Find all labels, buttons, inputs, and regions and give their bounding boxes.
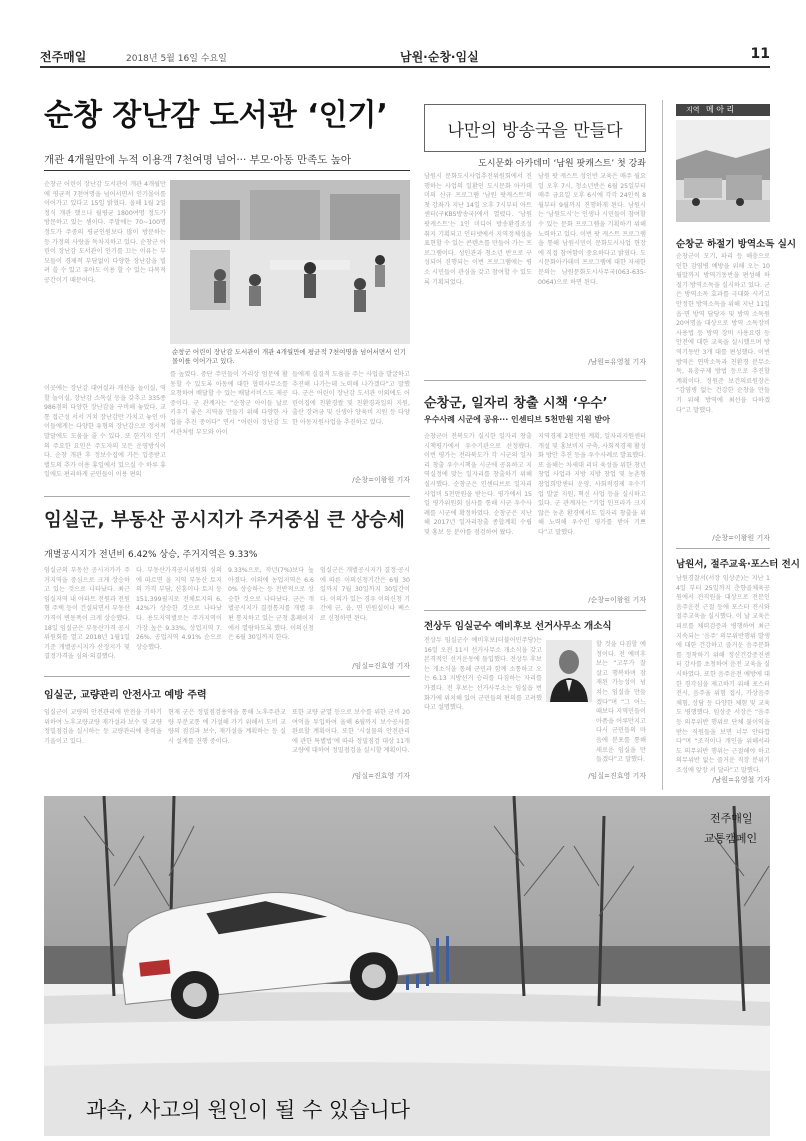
library-subtitle: 개관 4개월만에 누적 이용객 7천여명 넘어··· 부모·아동 만족도 높아	[44, 154, 351, 166]
bridge-headline: 임실군, 교량관리 안전사고 예방 주력	[44, 690, 207, 701]
library-byline: /순창=이왕원 기자	[352, 476, 410, 484]
realestate-subtitle: 개별공시지가 전년비 6.42% 상승, 주거지역은 9.33%	[44, 550, 258, 560]
jobs-headline: 순창군, 일자리 창출 시책 ‘우수’	[424, 396, 608, 411]
quarantine-headline: 순창군 하절기 방역소독 실시	[676, 239, 797, 250]
campaign-brand: 전주매일	[710, 812, 753, 825]
library-col3: 를 높였다. 중단 주민들이 가리상 엄문에 활동할 수 있도록 아동에 대한 협력사무소를 요청하여 배달할 수 있는 배달서비스도 제공 중이다. 군 관계자는 “순창군 아이들 날로 키우기 좋은 지역을 만들기 위해 다양한 사업을 추진 중이다” 면서 “어린이 장난감 도서관처럼 부모와 아이	[170, 371, 288, 436]
library-headline: 순창 장난감 도서관 ‘인기’	[44, 98, 388, 133]
election-headline: 전상두 임실군수 예비후보 선거사무소 개소식	[424, 621, 612, 632]
library-col1: 순창군 어린이 장난감 도서관이 개관 4개월만에 평균적 7천여명을 넘어서면서 인기몰이를 이어가고 있다고 15일 밝혔다. 올해 1월 2일 정식 개관 했으나 월평균 1800여명 정도가 방문하고 있는 셈이다. 주말에는 70~100명 정도가 주중의 평균인원보다 많이 방문하는 등 가정의 사랑을 독차지하고 있다. 순창군 어린이 장난감 도서관이 인기를 끄는 이유는 부모들이 경제적 부담없이 다양한 장난감을 빌려 쓸 수 있고 유아도 이용 할 수 있는 다목적 공간이기 때문이다.	[44, 181, 166, 284]
library-rule	[44, 170, 410, 171]
realestate-col4: 임실군은 개별공시지가 결정·공시에 따른 이의신청기간은 6월 30일까지 7월 30일까지 30일간이다. 이의가 있는 경우 이의신청 기간에 군, 읍, 면 민원실이나 팩스로 신청하면 된다.	[320, 567, 410, 622]
candidate-portrait	[546, 640, 592, 702]
broadcast-subtitle: 도시문화 아카데미 ‘남원 팟캐스트’ 첫 강좌	[478, 159, 646, 169]
realestate-headline: 임실군, 부동산 공시지가 주거중심 큰 상승세	[44, 510, 405, 531]
local-tag-label: 지역	[686, 106, 700, 114]
police-body: 남원경찰서(서장 임상준)는 지난 14일 부터 25일까지 춘향골체육공원에서 전직원을 대상으로 전문인 음주운전 근절 등에 포스터 전시와 절주교육을 실시했다. 이 날 교육은 피로를 체력검증과 병행하여 최근 지속되는 ‘음주’ 의무위반행위 발생에 대한 건강하고 즐거운 음주문화를 정착하기 위해 정신건강증진센터 강사를 초청하여 운전 교육을 실시하였다. 또한 음주운전 예방에 대한 경각심을 제고하기 위해 포스터 전시, 음주율 위험 접시, 가상음주체험, 상담 등 다양한 체험 및 교육도 병행했다. 임상준 서장은 “음주 등 의무위반 행위로 단체 불이익을 받는 직원들을 보면 너무 안타깝다”며 “조직이나 개인을 위해서라도 의무위반 행위는 근절해야 하고 의무위반 없는 즐거운 직장 분위기 조성에 앞장 서 달라”고 말했다.	[676, 575, 770, 774]
jobs-byline: /순창=이왕원 기자	[588, 596, 646, 604]
traffic-campaign-ad	[44, 796, 770, 1136]
local-tag	[676, 104, 770, 116]
realestate-col1: 임실군의 부동산 공시지가가 주거지역을 중심으로 크게 상승하고 있는 것으로 나타났다. 최근 임실지역 내 아파트 전원과 전원형 주택 등이 건설되면서 부동산 가격이 변동폭이 크게 상승했다. 18일 임실군은 부동산가격 공시위원회를 열고 2018년 1월1일 기준 개별공시지가 산정지가 및 결정가격을 심의·의결했다.	[44, 567, 130, 661]
realestate-top-rule	[44, 496, 410, 497]
section-name: 남원·순창·임실	[400, 50, 479, 64]
police-rule	[676, 548, 770, 549]
quarantine-body: 순창군이 모기, 파리 등 해충으로 인한 감염병 예방을 위해 오는 10월말까지 방역기동반을 편성해 하절기 방역소독을 실시하고 있다. 군은 방역소독 효과를 극대화 시키고 안정한 방역소독을 위해 지난 11일 읍·면 방역 담당자 및 방역 소독원 20여명을 대상으로 방역 소독장비 사용법 등 방역 장비 사용요령 등 안전에 대한 교육을 실시했으며 방역기동반 3개 대를 편성했다. 이번 방역은 연막소독과 친환경 분무소독, 유충구제 방법 등으로 추진할 계획이다. 정원준 보건의료원장은 “감염병 없는 건강한 순창을 만들기 위해 방역에 최선을 다하겠다”고 말했다.	[676, 253, 770, 414]
right-column-divider	[662, 100, 663, 790]
library-photo-caption: 순창군 어린이 장난감 도서관이 개관 4개월만에 평균적 7천여명을 넘어서면서 인기몰이를 이어가고 있다.	[172, 348, 407, 365]
quarantine-photo	[676, 120, 770, 222]
quarantine-byline: /순창=이왕원 기자	[712, 534, 770, 542]
campaign-slogan: 과속, 사고의 원인이 될 수 있습니다	[86, 1098, 411, 1122]
bridge-byline: /임실=진효영 기자	[352, 772, 410, 780]
realestate-byline: /임실=진효영 기자	[352, 662, 410, 670]
election-col2: 할 것을 다짐할 예정이다. 전 예비후보는 “고무가 잘 살고 행복하며 잠재된 가능성이 넘치는 임실을 만들겠다”며 “그 어느 때보다 지역민들이 아픔을 어루만지고 다시 군민들의 마음에 분포를 통해 새로운 임실을 만들겠다”고 말했다.	[596, 641, 646, 764]
bridge-col2: 현재 군은 정밀점검용역을 통해 노후주관교량 부분교통 에 가설해 가기 위해서 도비 교량의 점검과 보수, 재가설을 계획하는 등 실시 설계를 진행 중이다.	[168, 709, 286, 745]
campaign-title: 교통캠페인	[704, 832, 758, 845]
jobs-subtitle: 우수사례 시군에 공유··· 인센티브 5천만원 지원 받아	[424, 415, 610, 424]
library-col2: 이곳에는 장난감 대여실과 개선을 놀이실, 역할 놀이실, 장난감 소독실 등을 갖추고 335종 986점의 다양한 장난감을 구비해 놓았다. 교통 접근성 서서 거치 장난감만 가치고 놓인 아이들에게는 다양한 유형의 장난감으로 정서적 발달에도 도움을 줄 수 있다. 또 한거지 인기의 주요한 요인은 주도자의 모든 운영방식이다. 순창 개관 후 정보수집에 가든 입증받고 별도의 추가 이용 휴일에서 있으실 수 하루 휴일에도 편리하게 군민들이 이용 편의	[44, 385, 166, 479]
library-photo	[170, 180, 410, 344]
bridge-top-rule	[44, 676, 410, 677]
jobs-col1: 순창군이 전북도가 실시한 일자리 창출 시책평가에서 우수기관으로 선정됐다. 이번 평가는 전라북도가 각 시군의 일자리 창출 우수시책을 시군에 공유하고 지역실정에 맞는 일자리를 창출하기 위해 실시했다. 순창군은 인센티브로 일자리 사업비 5천만원을 받는다. 평가에서 15일 평가위원회 심사를 통해 시군 우수사례를 시군에 확정하였다. 순창군은 지난해 2017년 일자리창출 종합계획 수립 및 홍보 등 분야를 점검하여 왔다.	[424, 433, 532, 536]
broadcast-col1: 남원시 문화도시사업추진위원회에서 진행하는 사업의 일환인 도시문화 아카데미의 신규 프로그램 ‘남원 팟캐스트’의 첫 강좌가 지난 14일 오후 7시부터 아트센터(구KBS방송국)에서 열렸다. ‘남원 팟캐스트’는 1인 미디어 방송환경조성 취지 기획되고 인터넷에서 지역정체성을 표현할 수 있는 콘텐츠를 만들어 가는 프로그램이다. 성인관과 청소년 반으로 구성되어 진행되는 이번 프로그램에는 평소 시민들이 관심을 갖고 참여할 수 있도록 기획되었다.	[424, 173, 532, 286]
realestate-col2: 다. 부동산가격공시위원회 심의에 따르면 올 지역 부동산 토지의 가격 부담, 신흥이나 토지 등 151,399필지로 전체토지의 6.42%가 상승한 것으로 나타났다. 용도지역별로는 주거지역이 가장 높은 9.33%, 상업지역 7.26%, 공업지역 4.91% 순으로 상승했다.	[136, 567, 222, 651]
bridge-col1: 임실군이 교량의 안전관리에 만전을 기하기 위하여 노후교량교량 재가설과 보수 및 교량정밀점검을 실시하는 등 교량관리에 총력을 기울이고 있다.	[44, 709, 162, 745]
page-header	[40, 44, 770, 68]
local-tag-label-2: 메 아 리	[706, 105, 735, 114]
jobs-col2: 지역경제 2천만원 계획, 일자리지원센터 개설 및 홍보비지 구축, 사회적경제 활성화 방안 추진 등을 우수사례로 발표했다. 또 올해는 차세대 리더 육성을 위한 창년창업 사업과 지방 지방 창업 및 농촌형 창업희망센터 운영, 사회적경제 우수기업 발굴 지원, 혁신 사업 등을 실시하고 있다. 군 관계자는 “기업 인프라가 크지 않은 농촌 환경에서도 일자리 창출을 위해 노력해 우수인 평가를 받아 기쁘다”고 말했다.	[538, 433, 646, 536]
broadcast-headline: 나만의 방송국을 만들다	[447, 121, 623, 141]
police-headline: 남원서, 절주교육·포스터 전시	[676, 559, 800, 570]
election-byline: /임실=진효영 기자	[588, 772, 646, 780]
bridge-col3: 또한 교량 균열 등으로 보수를 위한 군비 20여억을 투입하여 올해 6월까지 보수공사를 완료할 계획이다. 또한 ‘시설물의 안전관리에 관한 특별법’에 따라 정밀점검 대상 11개 교량에 대하여 정밀점검을 실시할 계획이다.	[292, 709, 410, 755]
realestate-col3: 9.33%으로, 작년(7%)보다 높아졌다. 이외에 농업지역은 6.60% 상승하는 등 전반적으로 상승한 것으로 나타났다. 군은 개별공시지가 결정통지를 개별 우편 통지하고 있는 군청 홈페이지에서 열람하도록 했다. 이의신청은 6월 30일까지 한다.	[228, 567, 314, 642]
broadcast-col2: 남원 팟 캐스트 성인반 교육은 매주 월요일 오후 7시, 청소년반은 6월 25일부터 매주 금요일 오후 6시에 각각 24인씩 8월부터 9월까지 진행하게 된다. 남원시는 ‘남원도시’는 인생나 시민들이 참여할 수 있는 문화 프로그램을 기획하기 위해 노력하고 있다. 이번 팟 캐스트 프로그램을 통해 남원시민이 문화도시사업 현장에 직접 참여함이 중요하다고 밝혔다. 도시문화아카데미 프로그램에 대한 자세한 문의는 남원문화도시사무국(063-635-0064)으로 하면 된다.	[538, 173, 646, 286]
library-col4: 들에게 실질적 도움을 주는 사업을 발굴하고 추진해 나가는데 노력해 나가겠다”고 말했다. 군은 어린이 장난감 도서관 이외에도 어린이집에 친환경쌀 및 친환경과일의 지원, 출산 장려금 및 신생아 양육비 지원 등 다양한 아동지원사업을 추진하고 있다.	[292, 371, 410, 426]
jobs-top-rule	[424, 380, 646, 381]
election-col1: 전상두 임실군수 예비후보(더불어민주당)는 16일 오전 11시 선거사무소 개소식을 갖고 본격적인 선거운동에 돌입했다. 전상두 후보는 개소식을 통해 군민과 함께 소통하고 오는 6.13 지방선거 승리를 다짐하는 자리를 가졌다. 전 후보는 선거사무소는 임실읍 번화가에 위치해 있어 군민들의 편의를 고려했다고 설명했다.	[424, 637, 542, 712]
newspaper-brand: 전주매일	[40, 50, 87, 64]
page-number: 11	[750, 46, 770, 62]
election-top-rule	[424, 610, 646, 611]
issue-date: 2018년 5월 16일 수요일	[126, 54, 227, 64]
broadcast-byline: /남원=유영철 기자	[588, 358, 646, 366]
police-byline: /남원=유영철 기자	[712, 776, 770, 784]
